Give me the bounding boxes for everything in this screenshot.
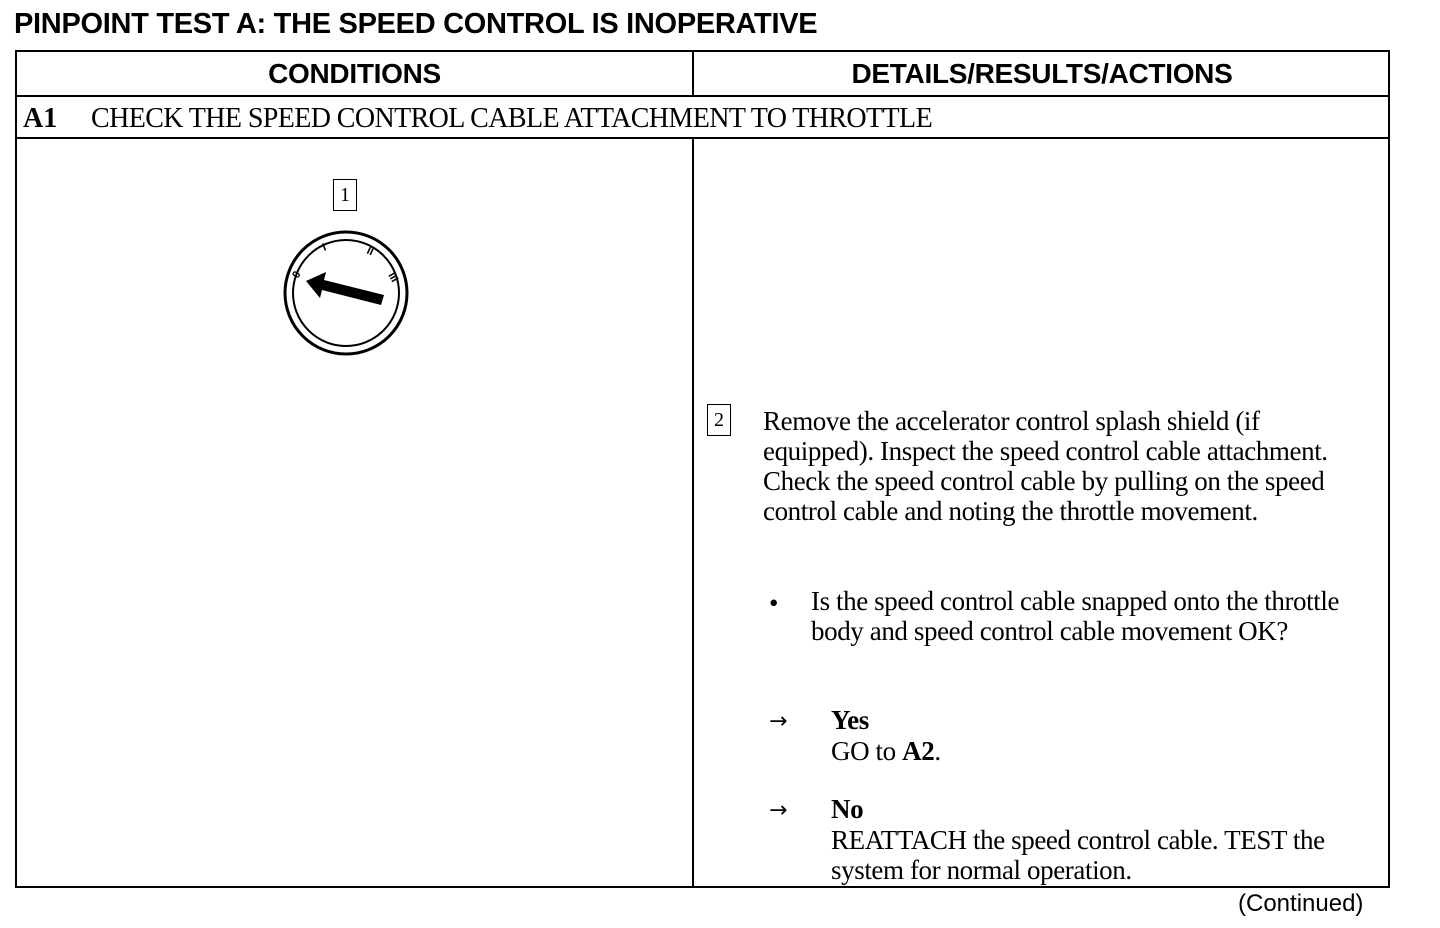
pinpoint-test-table bbox=[15, 50, 1390, 888]
step-row bbox=[17, 97, 1388, 139]
step-marker-1: 1 bbox=[333, 179, 357, 211]
yes-action-target: A2 bbox=[902, 736, 935, 766]
continued-note: (Continued) bbox=[1238, 890, 1364, 917]
dial-label-0: 0 bbox=[290, 269, 304, 281]
details-header: DETAILS/RESULTS/ACTIONS bbox=[851, 58, 1233, 89]
step-id: A1 bbox=[23, 103, 58, 134]
dial-label-2: II bbox=[364, 244, 376, 259]
instruction-text: Remove the accelerator control splash shield (if equipped). Inspect the speed control cable attachment. Check the speed control cable by pulling on the speed control cable and noting the throttle movement. bbox=[763, 406, 1328, 526]
yes-action bbox=[831, 736, 941, 766]
ignition-switch-dial-icon bbox=[282, 229, 410, 357]
dial-label-1: I bbox=[320, 241, 328, 254]
step-title: CHECK THE SPEED CONTROL CABLE ATTACHMENT TO THROTTLE bbox=[91, 103, 933, 134]
conditions-header: CONDITIONS bbox=[268, 58, 441, 89]
no-action: REATTACH the speed control cable. TEST the system for normal operation. bbox=[831, 825, 1325, 885]
table-header-row bbox=[17, 52, 1388, 97]
no-arrow-icon: → bbox=[769, 798, 788, 823]
step-marker-2: 2 bbox=[707, 404, 731, 436]
bullet-icon: • bbox=[769, 588, 779, 618]
dial-pointer-arrow bbox=[306, 272, 384, 305]
yes-label: Yes bbox=[831, 705, 869, 735]
body-column-divider bbox=[692, 139, 694, 886]
page-title: PINPOINT TEST A: THE SPEED CONTROL IS INOPERATIVE bbox=[14, 8, 818, 40]
no-label: No bbox=[831, 794, 864, 824]
yes-action-suffix: . bbox=[934, 736, 941, 766]
yes-action-prefix: GO to bbox=[831, 736, 903, 766]
question-text: Is the speed control cable snapped onto the throttle body and speed control cable movement OK? bbox=[811, 586, 1340, 646]
dial-label-3: III bbox=[385, 270, 401, 285]
yes-arrow-icon: → bbox=[769, 709, 788, 734]
table-body bbox=[17, 139, 1388, 886]
